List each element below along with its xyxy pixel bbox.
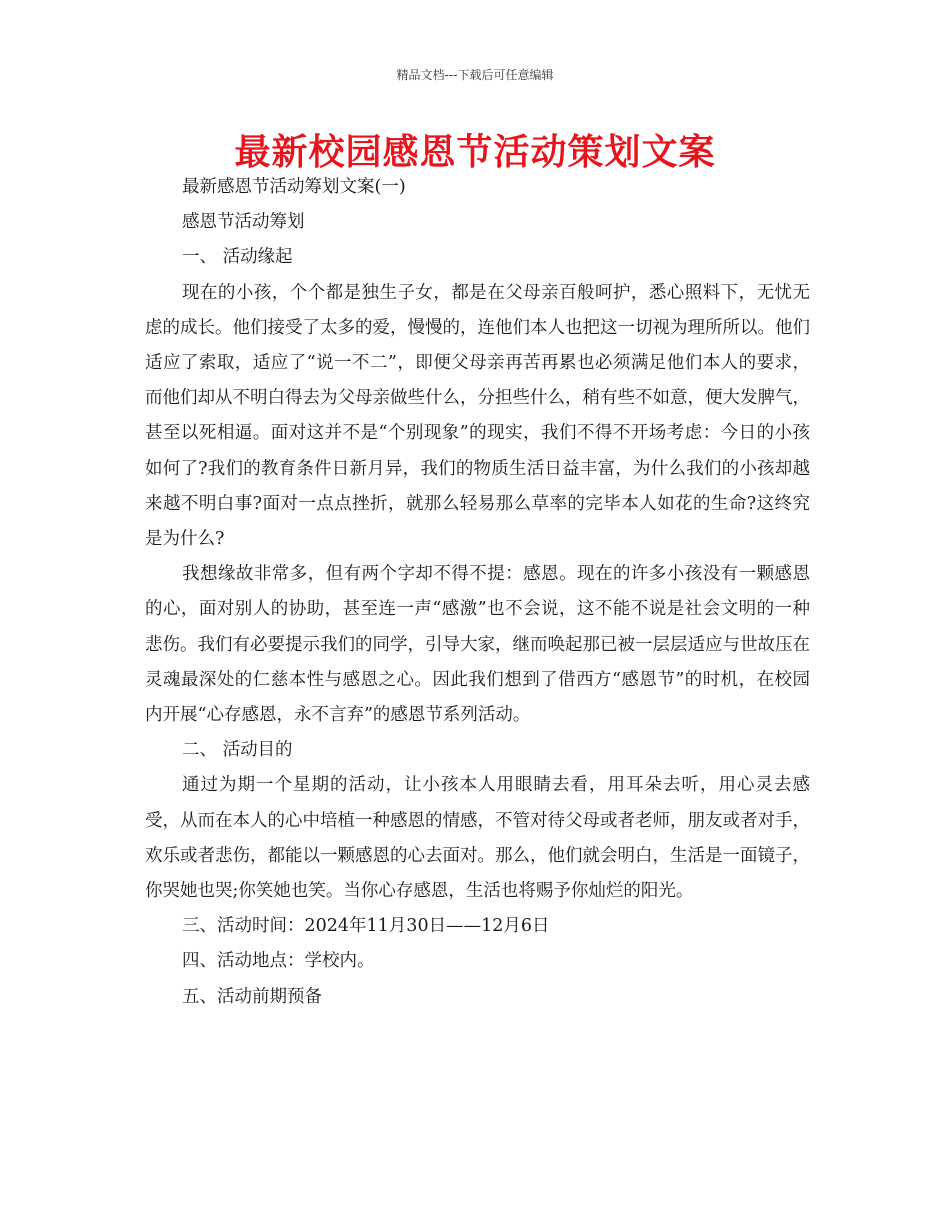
section-heading-purpose: 二、 活动目的	[182, 740, 293, 761]
section-heading-location: 四、活动地点：学校内。	[182, 951, 375, 972]
header-note: 精品文档---下载后可任意编辑	[396, 68, 554, 82]
section-heading-origin: 一、 活动缘起	[182, 247, 293, 268]
paragraph-origin-1: 现在的小孩，个个都是独生子女，都是在父母亲百般呵护，悉心照料下，无忧无虑的成长。他们接受了太多的爱，慢慢的，连他们本人也把这一切视为理所所以。他们适应了索取，适应了“说一不二”，即便父母亲再苦再累也必须满足他们本人的要求，而他们却从不明白得去为父母亲做些什么，分担些什么，稍有些不如意，便大发脾气，甚至以死相逼。面对这并不是“个别现象”的现实，我们不得不开场考虑：今日的小孩如何了?我们的教育条件日新月异，我们的物质生活日益丰富，为什么我们的小孩却越来越不明白事?面对一点点挫折，就那么轻易那么草率的完毕本人如花的生命?这终究是为什么?	[145, 282, 810, 550]
subtitle: 最新感恩节活动筹划文案(一)	[182, 177, 406, 197]
document-title: 最新校园感恩节活动策划文案	[234, 132, 716, 173]
paragraph-origin-2: 我想缘故非常多，但有两个字却不得不提：感恩。现在的许多小孩没有一颗感恩的心，面对别人的协助，甚至连一声“感激”也不会说，这不能不说是社会文明的一种悲伤。我们有必要提示我们的同学，引导大家，继而唤起那已被一层层适应与世故压在灵魂最深处的仁慈本性与感恩之心。因此我们想到了借西方“感恩节”的时机，在校园内开展“心存感恩，永不言弃”的感恩节系列活动。	[145, 564, 810, 726]
paragraph-purpose: 通过为期一个星期的活动，让小孩本人用眼睛去看，用耳朵去听，用心灵去感受，从而在本人的心中培植一种感恩的情感，不管对待父母或者老师，朋友或者对手，欢乐或者悲伤，都能以一颗感恩的心去面对。那么，他们就会明白，生活是一面镜子，你哭她也哭;你笑她也笑。当你心存感恩，生活也将赐予你灿烂的阳光。	[145, 775, 810, 902]
document-body	[145, 170, 810, 1015]
section-heading-preparation: 五、活动前期预备	[182, 986, 322, 1007]
plan-heading: 感恩节活动筹划	[182, 212, 305, 233]
section-heading-time: 三、活动时间：2024年11月30日——12月6日	[182, 916, 550, 937]
